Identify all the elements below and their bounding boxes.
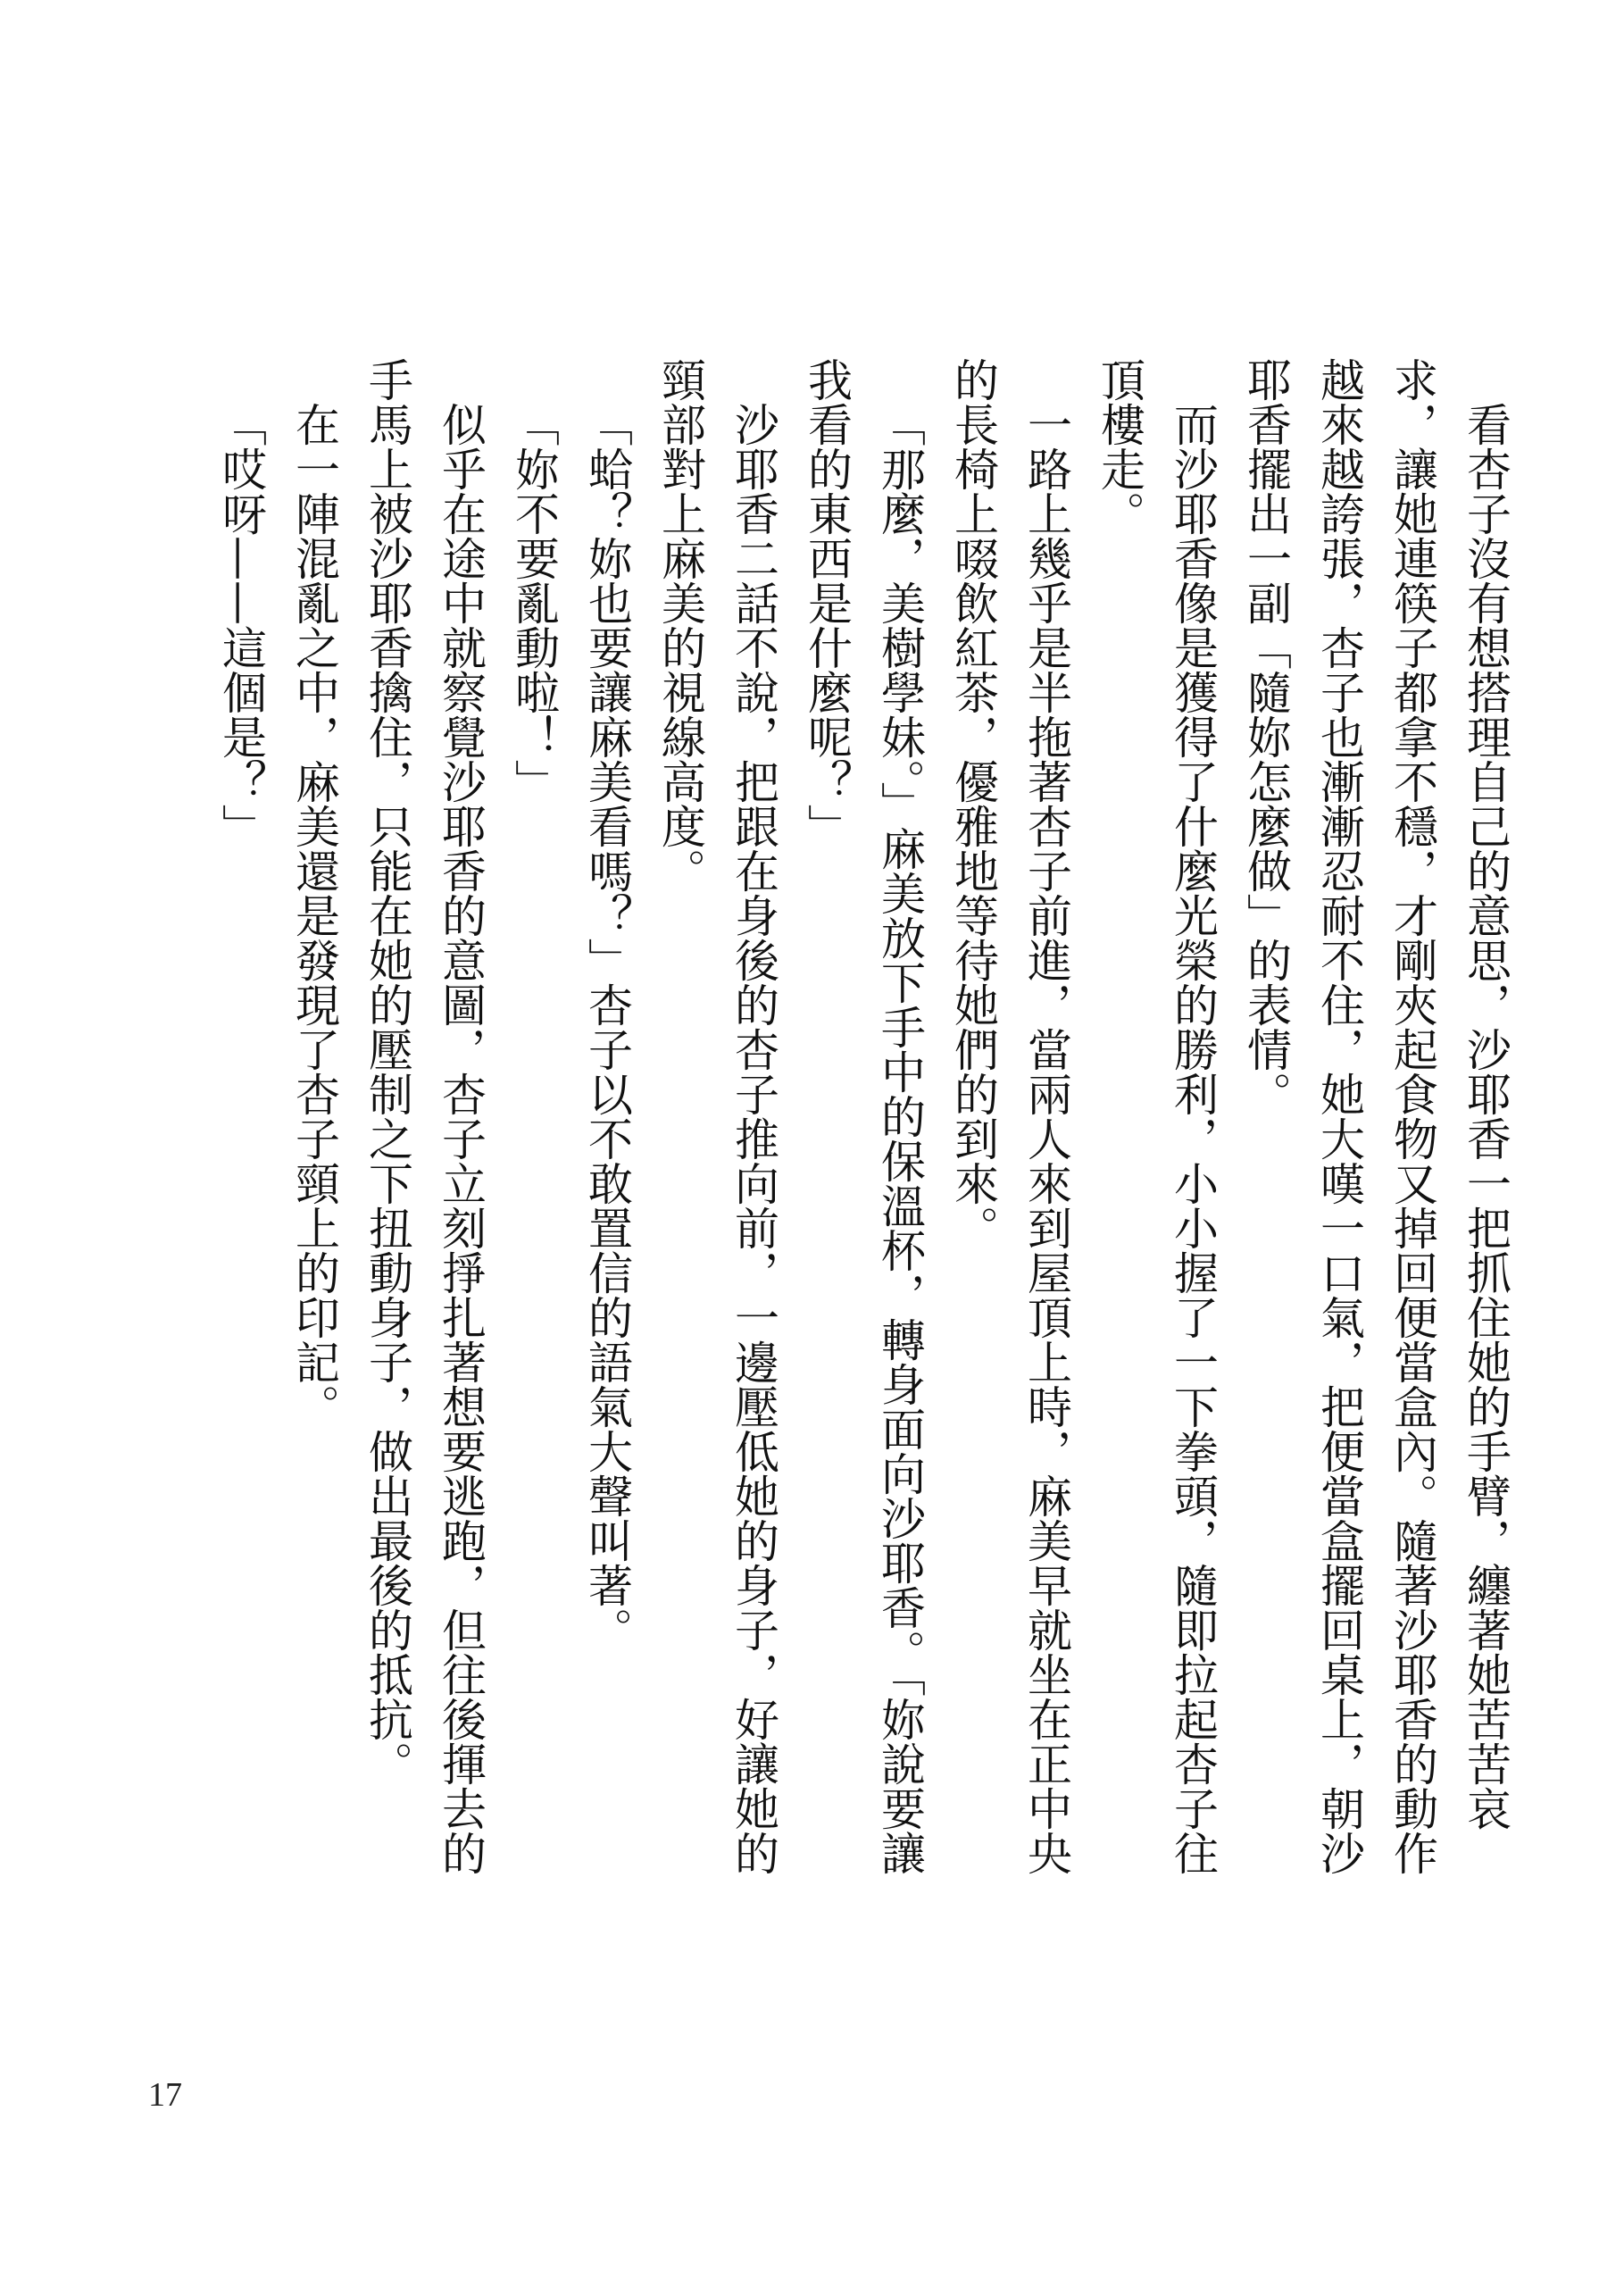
paragraph: 「妳不要亂動啦！」 bbox=[508, 402, 560, 804]
paragraph: 而沙耶香像是獲得了什麼光榮的勝利，小小握了一下拳頭，隨即拉起杏子往頂樓走。 bbox=[1094, 357, 1219, 1875]
paragraph: 「那麼，美樹學妹。」麻美放下手中的保溫杯，轉身面向沙耶香。「妳說要讓我看的東西是什麼呢？」 bbox=[801, 357, 926, 1875]
paragraph: 似乎在途中就察覺沙耶香的意圖，杏子立刻掙扎著想要逃跑，但往後揮去的手馬上被沙耶香擒住，只能在她的壓制之下扭動身子，做出最後的抵抗。 bbox=[362, 357, 487, 1875]
paragraph: 一路上幾乎是半拖著杏子前進，當兩人來到屋頂上時，麻美早就坐在正中央的長椅上啜飲紅茶，優雅地等待她們的到來。 bbox=[947, 357, 1072, 1875]
novel-text-block bbox=[204, 357, 1512, 1893]
page-number: 17 bbox=[148, 2076, 182, 2114]
paragraph: 沙耶香二話不說，把跟在身後的杏子推向前，一邊壓低她的身子，好讓她的頸部對上麻美的視線高度。 bbox=[654, 357, 779, 1875]
paragraph: 在一陣混亂之中，麻美還是發現了杏子頸上的印記。 bbox=[288, 402, 340, 1429]
paragraph: 看杏子沒有想搭理自己的意思，沙耶香一把抓住她的手臂，纏著她苦苦哀求，讓她連筷子都拿不穩，才剛夾起食物又掉回便當盒內。隨著沙耶香的動作越來越誇張，杏子也漸漸忍耐不住，她大嘆一口氣，把便當盒擺回桌上，朝沙耶香擺出一副「隨妳怎麼做」的表情。 bbox=[1240, 357, 1512, 1875]
vertical-text-column bbox=[204, 357, 1522, 1893]
paragraph: 「蛤？妳也要讓麻美看嗎？」杏子以不敢置信的語氣大聲叫著。 bbox=[581, 402, 633, 1652]
paragraph: 「哎呀——這個是？」 bbox=[215, 402, 267, 848]
